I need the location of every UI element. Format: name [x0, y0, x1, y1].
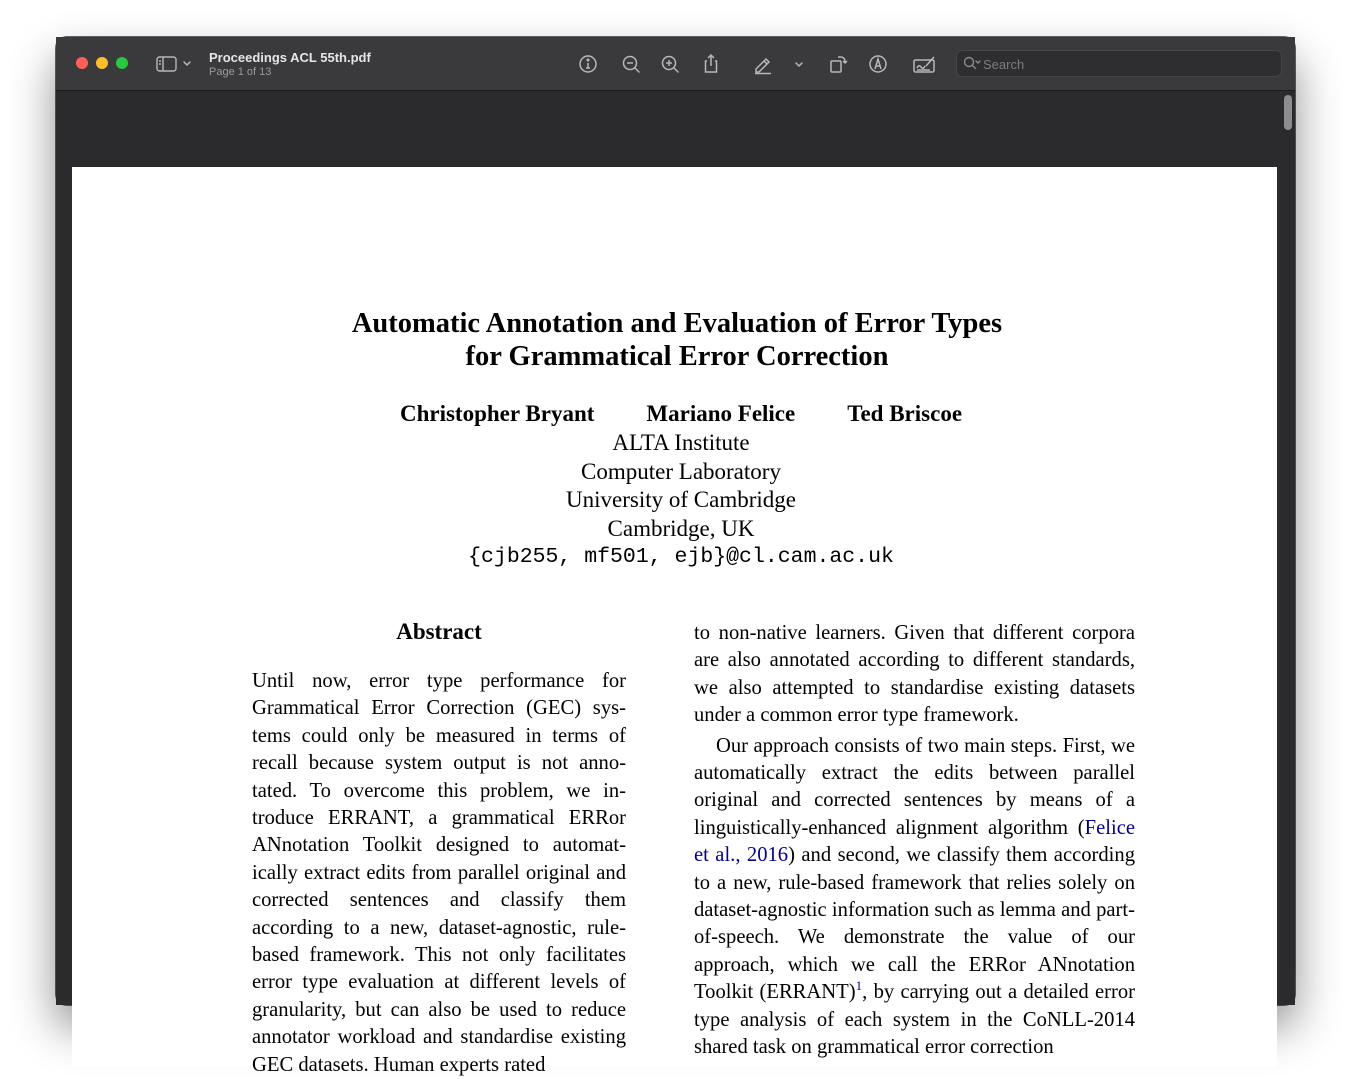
author-name: Christopher Bryant — [399, 401, 595, 426]
title-line-2: for Grammatical Error Correction — [465, 341, 889, 372]
share-button[interactable] — [699, 52, 723, 76]
sign-icon — [912, 52, 938, 76]
paragraph: to non-native learners. Given that different corpora are also annotated according to different standards, we also attempted to standardise existing datasets under a common error type framework. — [694, 622, 1135, 727]
search-icon — [962, 55, 982, 73]
affiliation — [72, 429, 1290, 543]
info-button[interactable] — [576, 52, 600, 76]
fullscreen-button[interactable] — [116, 57, 128, 69]
sidebar-icon — [155, 53, 195, 75]
search-input[interactable] — [983, 55, 1273, 73]
markup-icon — [866, 52, 890, 76]
sidebar-toggle-button[interactable] — [155, 53, 195, 75]
document-viewport[interactable] — [56, 91, 1295, 1076]
author-emails: {cjb255, mf501, ejb}@cl.cam.ac.uk — [468, 545, 894, 569]
affiliation-line: Cambridge, UK — [607, 515, 755, 541]
rotate-button[interactable] — [826, 52, 850, 76]
abstract-column — [252, 668, 626, 1079]
intro-column — [694, 620, 1135, 1062]
highlight-pen-icon — [751, 52, 775, 76]
document-title: Proceedings ACL 55th.pdf — [209, 50, 371, 65]
affiliation-line: Computer Laboratory — [581, 458, 781, 484]
rotate-icon — [826, 52, 850, 76]
affiliation-line: University of Cambridge — [566, 487, 796, 512]
search-field[interactable] — [956, 50, 1282, 77]
scrollbar-thumb[interactable] — [1284, 95, 1292, 130]
scrollbar-track[interactable] — [1281, 91, 1295, 1005]
zoom-out-icon — [619, 52, 643, 76]
share-icon — [699, 52, 723, 76]
sign-button[interactable] — [912, 52, 938, 76]
authors — [72, 399, 1290, 429]
zoom-out-button[interactable] — [619, 52, 643, 76]
info-icon — [576, 52, 600, 76]
citation-link[interactable]: Felice et al., 2016 — [694, 816, 1135, 867]
preview-window — [56, 37, 1295, 1076]
author-name: Ted Briscoe — [847, 401, 963, 426]
paragraph-text: , by carrying out a detailed error type analysis of each system in the CoNLL-2014 shared task on grammatical error correction — [694, 981, 1136, 1059]
paragraph-text: Our approach consists of two main steps. First, we automatically extract the edits between parallel original and corrected sentences by means of a linguistically-enhanced alignment algorithm ( — [694, 734, 1135, 839]
title-bar — [56, 37, 1295, 91]
abstract-heading: Abstract — [396, 619, 482, 644]
paper-title — [72, 307, 1282, 373]
markup-button[interactable] — [866, 52, 890, 76]
paragraph-text: ) and second, we classify them according to a new, rule-based framework that relies solely on dataset-agnostic information such as lemma and part-of-speech. We demonstrate the value of our approach, which we call the ERRor ANnotation Toolkit (ERRANT) — [694, 844, 1135, 1004]
footnote-link[interactable]: 1 — [855, 978, 863, 994]
pdf-page — [72, 167, 1277, 1076]
close-button[interactable] — [76, 57, 88, 69]
chevron-down-icon — [787, 52, 811, 76]
minimize-button[interactable] — [96, 57, 108, 69]
paragraph — [694, 733, 1135, 1062]
highlight-options-button[interactable] — [787, 52, 803, 76]
affiliation-line: ALTA Institute — [612, 430, 750, 455]
abstract-text: Until now, error type performance for Grammatical Error Correction (GEC) systems could only be measured in terms of recall because system output is not annotated. To overcome this problem, we introduce ERRANT, a grammatical ERRor ANnotation Toolkit designed to automatically extract edits from parallel original and corrected sentences and classify them according to a new, dataset-agnostic, rule-based framework. This not only facilitates error type evaluation at different levels of granularity, but can also be used to reduce annotator workload and standardise existing GEC datasets. Human experts rated — [252, 670, 626, 1076]
zoom-in-button[interactable] — [658, 52, 682, 76]
highlight-button[interactable] — [751, 52, 775, 76]
zoom-in-icon — [658, 52, 682, 76]
title-line-1: Automatic Annotation and Evaluation of Error Types — [351, 308, 1003, 339]
author-name: Mariano Felice — [646, 401, 796, 426]
page-indicator: Page 1 of 13 — [209, 66, 272, 78]
